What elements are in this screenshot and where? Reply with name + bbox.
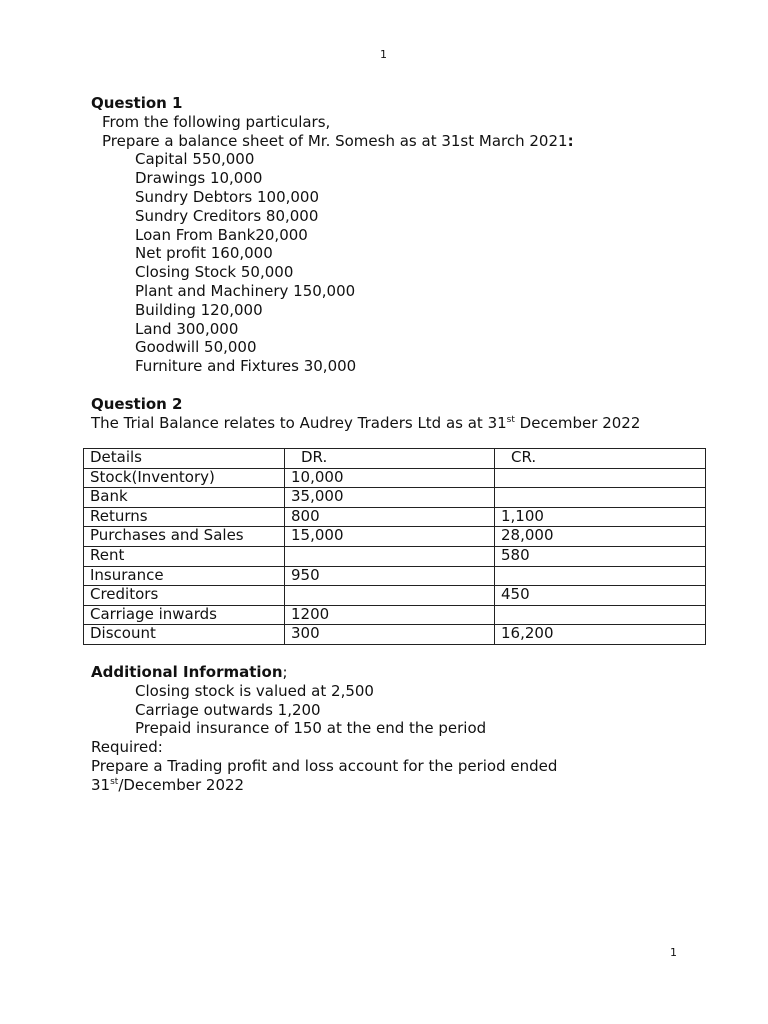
additional-information-item: Prepaid insurance of 150 at the end the period (135, 719, 487, 738)
question-1-item: Closing Stock 50,000 (135, 263, 294, 282)
question-1-item: Drawings 10,000 (135, 169, 263, 188)
table-cell: Returns (84, 507, 285, 527)
table-row (84, 625, 706, 645)
table-cell: Discount (84, 625, 285, 645)
question-1-item: Furniture and Fixtures 30,000 (135, 357, 357, 376)
table-cell: Creditors (84, 586, 285, 606)
required-date-rest: /December 2022 (118, 775, 245, 794)
question-2-intro-superscript: st (506, 414, 515, 425)
required-text: Prepare a Trading profit and loss account for the period ended (91, 756, 558, 775)
table-cell: 10,000 (285, 468, 495, 488)
question-1-instruction-text: Prepare a balance sheet of Mr. Somesh as at 31st March 2021 (102, 131, 568, 150)
table-header-cell: DR. (285, 449, 495, 469)
table-header-row (84, 449, 706, 469)
question-1-intro: From the following particulars, (102, 112, 331, 131)
page-number-footer: 1 (670, 946, 677, 959)
table-cell: Stock(Inventory) (84, 468, 285, 488)
additional-information-title: Additional Information (91, 663, 283, 681)
table-row (84, 468, 706, 488)
question-1-item: Plant and Machinery 150,000 (135, 281, 356, 300)
table-cell: Rent (84, 546, 285, 566)
required-date (91, 776, 711, 795)
table-cell (495, 488, 706, 508)
table-cell: Bank (84, 488, 285, 508)
table-cell (495, 605, 706, 625)
question-1-items-list (91, 150, 711, 376)
question-1-item: Capital 550,000 (135, 150, 255, 169)
additional-information-item: Carriage outwards 1,200 (135, 700, 321, 719)
question-2-intro-text: The Trial Balance relates to Audrey Traders Ltd as at 31 (91, 413, 507, 432)
table-cell: Insurance (84, 566, 285, 586)
question-1-title: Question 1 (91, 94, 183, 112)
table-cell: Purchases and Sales (84, 527, 285, 547)
question-1-section (91, 94, 711, 376)
required-label: Required: (91, 738, 163, 757)
question-1-instruction (91, 132, 711, 151)
question-1-item: Goodwill 50,000 (135, 338, 257, 357)
additional-information-separator: ; (282, 663, 288, 681)
table-row (84, 507, 706, 527)
table-cell: 1,100 (495, 507, 706, 527)
table-cell (285, 546, 495, 566)
table-header-cell: Details (84, 449, 285, 469)
table-cell: 800 (285, 507, 495, 527)
question-2-intro-date: December 2022 (514, 413, 641, 432)
table-cell: Carriage inwards (84, 605, 285, 625)
question-1-item: Land 300,000 (135, 319, 239, 338)
table-cell: 28,000 (495, 527, 706, 547)
question-2-intro (91, 414, 711, 433)
table-cell: 16,200 (495, 625, 706, 645)
table-cell: 15,000 (285, 527, 495, 547)
question-1-item: Sundry Debtors 100,000 (135, 187, 320, 206)
required-date-day: 31 (91, 775, 111, 794)
required-date-superscript: st (110, 776, 119, 787)
table-header-cell: CR. (495, 449, 706, 469)
table-cell: 580 (495, 546, 706, 566)
question-2-title: Question 2 (91, 395, 183, 413)
table-row (84, 546, 706, 566)
additional-information-section (91, 663, 711, 795)
table-cell (285, 586, 495, 606)
table-cell: 1200 (285, 605, 495, 625)
table-row (84, 488, 706, 508)
table-cell: 450 (495, 586, 706, 606)
trial-balance-table (83, 448, 706, 645)
table-row (84, 566, 706, 586)
question-2-section (91, 395, 711, 433)
table-row (84, 586, 706, 606)
table-cell: 950 (285, 566, 495, 586)
additional-information-list (91, 682, 711, 738)
page-number-header: 1 (380, 48, 387, 61)
additional-information-item: Closing stock is valued at 2,500 (135, 681, 374, 700)
table-cell (495, 468, 706, 488)
question-1-item: Building 120,000 (135, 300, 263, 319)
table-cell: 300 (285, 625, 495, 645)
additional-information-heading (91, 663, 711, 682)
question-1-item: Loan From Bank20,000 (135, 225, 308, 244)
question-1-instruction-colon: : (567, 131, 574, 150)
table-row (84, 605, 706, 625)
table-cell (495, 566, 706, 586)
question-1-item: Net profit 160,000 (135, 244, 273, 263)
question-1-item: Sundry Creditors 80,000 (135, 206, 319, 225)
table-row (84, 527, 706, 547)
table-cell: 35,000 (285, 488, 495, 508)
